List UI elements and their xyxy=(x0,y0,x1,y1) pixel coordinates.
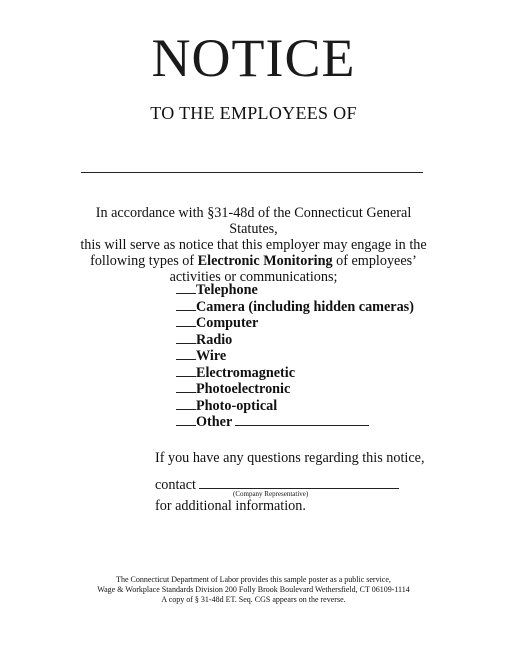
intro-line-3 xyxy=(70,253,437,269)
checkmark-blank xyxy=(176,299,196,311)
intro-line-1: In accordance with §31-48d of the Connecticut General Statutes, xyxy=(95,205,412,237)
checkmark-blank xyxy=(176,332,196,344)
checklist-item-photo-optical xyxy=(176,398,436,415)
contact-blank xyxy=(199,476,399,489)
checkmark-blank xyxy=(176,365,196,377)
checklist-item-computer xyxy=(176,315,436,332)
checklist-label: Camera (including hidden cameras) xyxy=(196,298,414,315)
checkmark-blank xyxy=(176,398,196,410)
checkmark-blank xyxy=(176,381,196,393)
other-specify-blank xyxy=(235,414,369,426)
checklist-label: Other xyxy=(196,414,233,430)
footer-line-2: Wage & Workplace Standards Division 200 Folly Brook Boulevard Wethersfield, CT 06109-1114 xyxy=(97,585,410,594)
checklist-item-wire xyxy=(176,348,436,365)
checklist-item-radio xyxy=(176,332,436,349)
checklist-label: Wire xyxy=(196,348,227,364)
checklist-label: Computer xyxy=(196,315,259,331)
checklist-label: Electromagnetic xyxy=(196,364,296,381)
questions-text: If you have any questions regarding this notice, xyxy=(155,450,425,466)
intro-line-3-start: following types of xyxy=(90,253,198,269)
intro-line-4: activities or communications; xyxy=(169,269,338,285)
notice-title: NOTICE xyxy=(151,28,356,88)
checklist-item-telephone xyxy=(176,282,436,299)
intro-line-3-end: of employees’ xyxy=(332,253,417,269)
checklist-label: Telephone xyxy=(196,282,258,298)
additional-info-text: for additional information. xyxy=(155,498,306,514)
electronic-monitoring-term: Electronic Monitoring xyxy=(197,253,333,269)
footer-note xyxy=(40,575,467,605)
footer-line-1: The Connecticut Department of Labor provides this sample poster as a public service, xyxy=(116,575,391,584)
checklist-item-camera xyxy=(176,299,436,316)
company-representative-label: (Company Representative) xyxy=(233,490,309,498)
contact-label: contact xyxy=(155,477,196,493)
checklist-label: Radio xyxy=(196,331,233,348)
footer-line-3: A copy of § 31-48d ET. Seq. CGS appears on the reverse. xyxy=(161,595,346,604)
monitoring-type-checklist xyxy=(176,282,436,431)
intro-paragraph xyxy=(70,205,437,285)
checkmark-blank xyxy=(176,348,196,360)
checkmark-blank xyxy=(176,315,196,327)
checklist-label: Photo-optical xyxy=(196,397,278,414)
notice-subtitle: TO THE EMPLOYEES OF xyxy=(150,103,357,123)
checklist-item-electromagnetic xyxy=(176,365,436,382)
checkmark-blank xyxy=(176,282,196,294)
checkmark-blank xyxy=(176,414,196,426)
employer-name-blank xyxy=(81,172,423,173)
checklist-item-photoelectronic xyxy=(176,381,436,398)
checklist-item-other xyxy=(176,414,436,431)
intro-line-2: this will serve as notice that this employer may engage in the xyxy=(80,237,427,253)
checklist-label: Photoelectronic xyxy=(196,381,291,397)
